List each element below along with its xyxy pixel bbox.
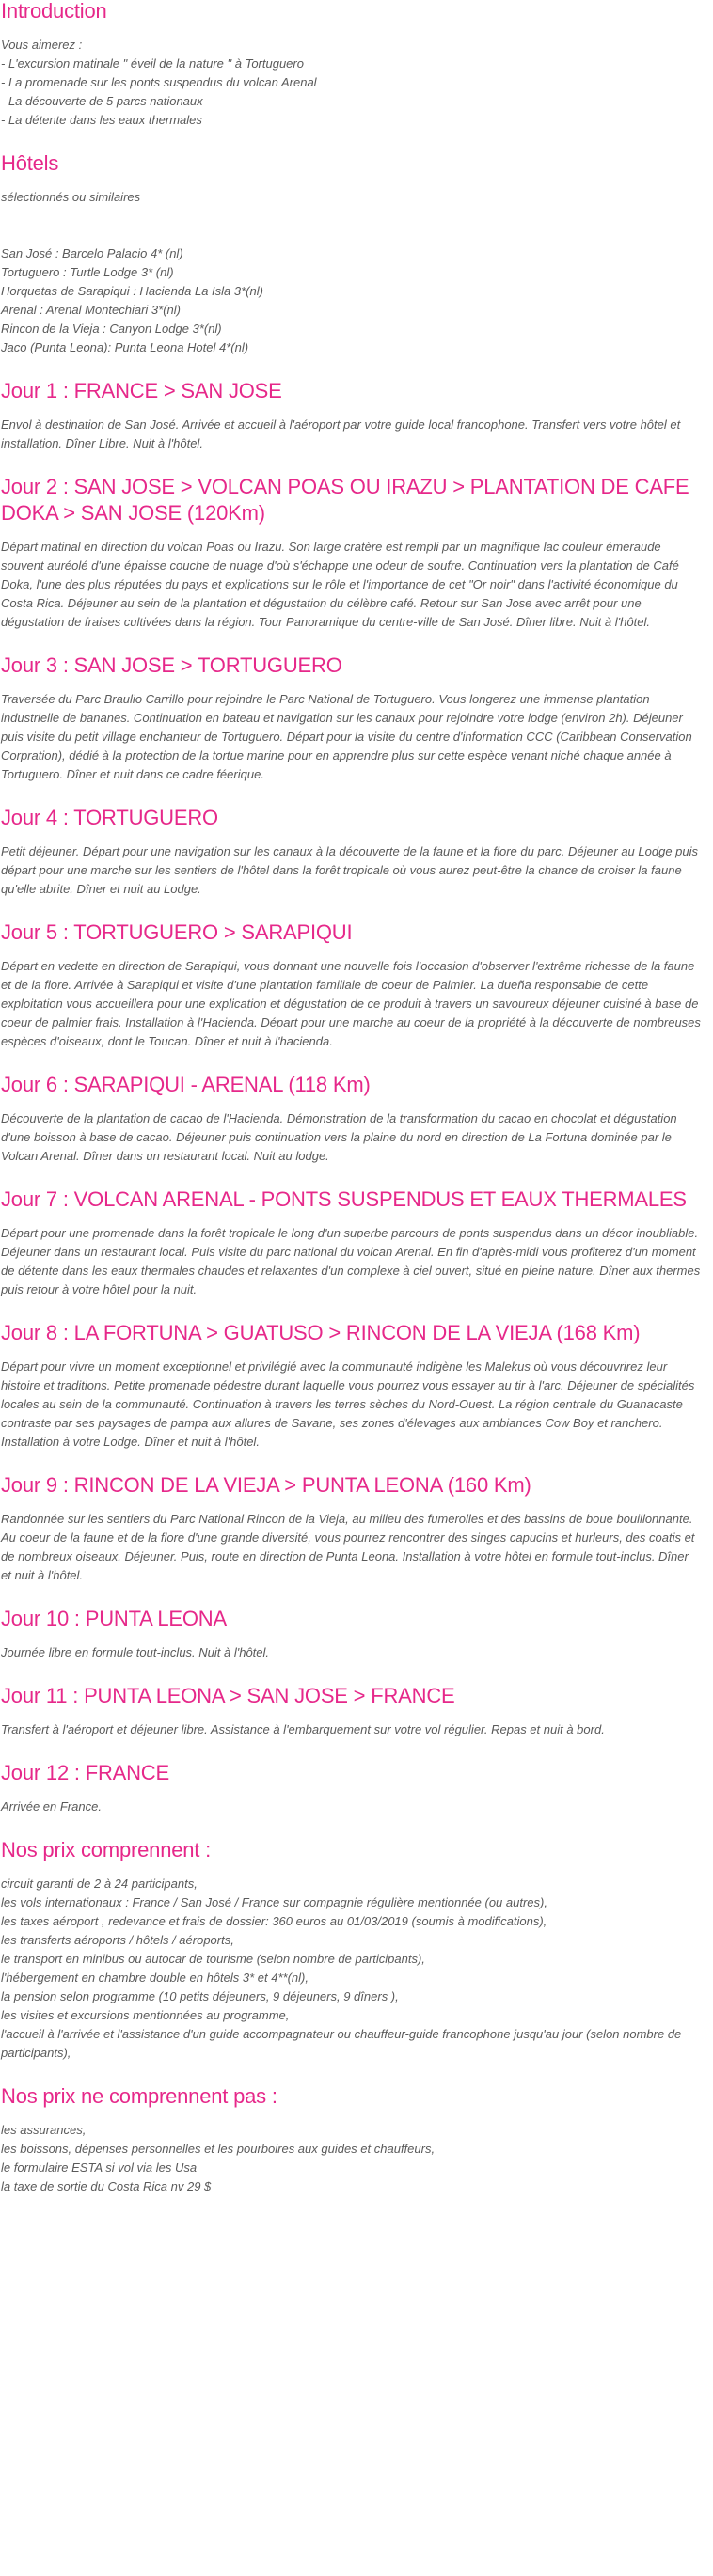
includes-item: l'hébergement en chambre double en hôtels 3* et 4**(nl), (1, 1971, 309, 1985)
hotels-section (1, 150, 702, 357)
includes-item: le transport en minibus ou autocar de tourisme (selon nombre de participants), (1, 1952, 425, 1966)
day-text: Départ matinal en direction du volcan Poas ou Irazu. Son large cratère est rempli par un magnifique lac couleur émeraude souvent auréolé d'une épaisse couche de nuage d'où s'échappe une odeur de soufre. Continuation vers la plantation de Café Doka, l'une des plus réputées du pays et explications sur le rôle et l'importance de cet "Or noir" dans l'activité économique du Costa Rica. Déjeuner au sein de la plantation et dégustation du célèbre café. Retour sur San Jose avec arrêt pour une dégustation de fraises cultivées dans la région. Tour Panoramique du centre-ville de San José. Dîner libre. Nuit à l'hôtel. (1, 540, 679, 629)
day-title: Jour 5 : TORTUGUERO > SARAPIQUI (1, 920, 353, 944)
includes-item: les taxes aéroport , redevance et frais de dossier: 360 euros au 01/03/2019 (soumis à modifications), (1, 1914, 547, 1928)
day-6-section (1, 1072, 702, 1166)
includes-item: les visites et excursions mentionnées au programme, (1, 2008, 290, 2022)
introduction-lead: Vous aimerez : (1, 38, 83, 52)
day-title: Jour 4 : TORTUGUERO (1, 806, 218, 829)
day-text: Transfert à l'aéroport et déjeuner libre. Assistance à l'embarquement sur votre vol régulier. Repas et nuit à bord. (1, 1722, 605, 1736)
day-title: Jour 3 : SAN JOSE > TORTUGUERO (1, 653, 342, 677)
introduction-item: - L'excursion matinale " éveil de la nature " à Tortuguero (1, 56, 304, 71)
day-title: Jour 10 : PUNTA LEONA (1, 1607, 227, 1630)
includes-section (1, 1837, 702, 2063)
hotel-item: San José : Barcelo Palacio 4* (nl) (1, 246, 183, 260)
day-text: Départ pour une promenade dans la forêt tropicale le long d'un superbe parcours de ponts suspendus dans un décor inoubliable. Déjeuner dans un restaurant local. Puis visite du parc national du volcan Arenal. En fin d'après-midi vous profiterez d'un moment de détente dans les eaux thermales chaudes et relaxantes d'un complexe à ciel ouvert, situé en pleine nature. Dîner aux thermes puis retour à votre hôtel pour la nuit. (1, 1226, 701, 1296)
day-text: Journée libre en formule tout-inclus. Nuit à l'hôtel. (1, 1645, 270, 1659)
day-11-section (1, 1683, 702, 1739)
day-4-section (1, 805, 702, 899)
day-5-section (1, 919, 702, 1051)
day-title: Jour 9 : RINCON DE LA VIEJA > PUNTA LEONA (160 Km) (1, 1473, 531, 1497)
includes-title: Nos prix comprennent : (1, 1838, 212, 1861)
day-text: Randonnée sur les sentiers du Parc National Rincon de la Vieja, au milieu des fumerolles et des bassins de boue bouillonnante. Au coeur de la faune et de la flore d'une grande diversité, vous pourrez rencontrer des singes capucins et hurleurs, des coatis et de nombreux oiseaux. Déjeuner. Puis, route en direction de Punta Leona. Installation à votre hôtel en formule tout-inclus. Dîner et nuit à l'hôtel. (1, 1512, 695, 1582)
day-3-section (1, 652, 702, 784)
day-text: Petit déjeuner. Départ pour une navigation sur les canaux à la découverte de la faune et la flore du parc. Déjeuner au Lodge puis départ pour une marche sur les sentiers de l'hôtel dans la forêt tropicale où vous aurez peut-être la chance de croiser la faune qu'elle abrite. Dîner et nuit au Lodge. (1, 844, 699, 896)
hotels-subtitle: sélectionnés ou similaires (1, 190, 141, 204)
introduction-item: - La détente dans les eaux thermales (1, 113, 202, 127)
day-text: Départ en vedette en direction de Sarapiqui, vous donnant une nouvelle fois l'occasion d'observer l'extrême richesse de la faune et de la flore. Arrivée à Sarapiqui et visite d'une plantation familiale de coeur de Palmier. La dueña responsable de cette exploitation vous accueillera pour une explication et dégustation de ce produit à travers un savoureux déjeuner cuisiné à base de coeur de palmier frais. Installation à l'Hacienda. Départ pour une marche au coeur de la propriété à la découverte de nombreuses espèces d'oiseaux, dont le Toucan. Dîner et nuit à l'hacienda. (1, 959, 701, 1048)
introduction-item: - La découverte de 5 parcs nationaux (1, 94, 203, 108)
day-title: Jour 12 : FRANCE (1, 1761, 169, 1784)
introduction-item: - La promenade sur les ponts suspendus du volcan Arenal (1, 75, 317, 89)
day-title: Jour 8 : LA FORTUNA > GUATUSO > RINCON DE LA VIEJA (168 Km) (1, 1321, 641, 1344)
day-8-section (1, 1320, 702, 1452)
day-title: Jour 11 : PUNTA LEONA > SAN JOSE > FRANCE (1, 1684, 455, 1707)
day-text: Traversée du Parc Braulio Carrillo pour rejoindre le Parc National de Tortuguero. Vous longerez une immense plantation industrielle de bananes. Continuation en bateau et navigation sur les canaux pour rejoindre votre lodge (environ 2h). Déjeuner puis visite du petit village enchanteur de Tortuguero. Départ pour la visite du centre d'information CCC (Caribbean Conservation Corpration), dédié à la protection de la tortue marine pour en apprendre plus sur cette espèce venant niché chaque année à Tortuguero. Dîner et nuit dans ce cadre féerique. (1, 692, 692, 781)
day-10-section (1, 1606, 702, 1662)
hotel-item: Horquetas de Sarapiqui : Hacienda La Isla 3*(nl) (1, 284, 263, 298)
includes-item: circuit garanti de 2 à 24 participants, (1, 1877, 198, 1891)
day-title: Jour 1 : FRANCE > SAN JOSE (1, 379, 282, 402)
day-title: Jour 7 : VOLCAN ARENAL - PONTS SUSPENDUS ET EAUX THERMALES (1, 1187, 687, 1211)
day-title: Jour 6 : SARAPIQUI - ARENAL (118 Km) (1, 1073, 371, 1096)
day-text: Envol à destination de San José. Arrivée et accueil à l'aéroport par votre guide local francophone. Transfert vers votre hôtel et installation. Dîner Libre. Nuit à l'hôtel. (1, 417, 681, 450)
day-12-section (1, 1760, 702, 1816)
hotels-title: Hôtels (1, 151, 59, 175)
includes-item: la pension selon programme (10 petits déjeuners, 9 déjeuners, 9 dîners ), (1, 1989, 399, 2003)
hotel-item: Rincon de la Vieja : Canyon Lodge 3*(nl) (1, 322, 222, 336)
day-7-section (1, 1186, 702, 1299)
excludes-section (1, 2083, 702, 2196)
introduction-title: Introduction (1, 0, 107, 23)
hotel-item: Tortuguero : Turtle Lodge 3* (nl) (1, 265, 174, 279)
hotel-item: Arenal : Arenal Montechiari 3*(nl) (1, 303, 181, 317)
day-title: Jour 2 : SAN JOSE > VOLCAN POAS OU IRAZU > PLANTATION DE CAFE DOKA > SAN JOSE (120Km) (1, 475, 689, 525)
excludes-item: la taxe de sortie du Costa Rica nv 29 $ (1, 2179, 212, 2193)
includes-item: les transferts aéroports / hôtels / aéroports, (1, 1933, 234, 1947)
includes-item: les vols internationaux : France / San José / France sur compagnie régulière mentionnée (ou autres), (1, 1895, 547, 1909)
excludes-item: les boissons, dépenses personnelles et les pourboires aux guides et chauffeurs, (1, 2142, 436, 2156)
excludes-item: le formulaire ESTA si vol via les Usa (1, 2160, 198, 2175)
day-1-section (1, 378, 702, 453)
excludes-title: Nos prix ne comprennent pas : (1, 2084, 277, 2108)
day-text: Arrivée en France. (1, 1799, 102, 1814)
day-text: Découverte de la plantation de cacao de l'Hacienda. Démonstration de la transformation du cacao en chocolat et dégustation d'une boisson à base de cacao. Déjeuner puis continuation vers la plaine du nord en direction de La Fortuna dominée par le Volcan Arenal. Dîner dans un restaurant local. Nuit au lodge. (1, 1111, 677, 1163)
excludes-item: les assurances, (1, 2123, 87, 2137)
introduction-section (1, 0, 702, 130)
includes-item: l'accueil à l'arrivée et l'assistance d'un guide accompagnateur ou chauffeur-guide francophone jusqu'au jour (selon nombre de participants), (1, 2027, 682, 2060)
day-9-section (1, 1472, 702, 1585)
day-2-section (1, 474, 702, 632)
hotel-item: Jaco (Punta Leona): Punta Leona Hotel 4*(nl) (1, 340, 249, 354)
day-text: Départ pour vivre un moment exceptionnel et privilégié avec la communauté indigène les Malekus où vous découvrirez leur histoire et traditions. Petite promenade pédestre durant laquelle vous pourrez vous essayer au tir à l'arc. Déjeuner de spécialités locales au sein de la communauté. Continuation à travers les terres sèches du Nord-Ouest. La région centrale du Guanacaste contraste par ses paysages de pampa aux allures de Savane, ses zones d'élevages aux ambiances Cow Boy et ranchero. Installation à votre Lodge. Dîner et nuit à l'hôtel. (1, 1359, 695, 1449)
